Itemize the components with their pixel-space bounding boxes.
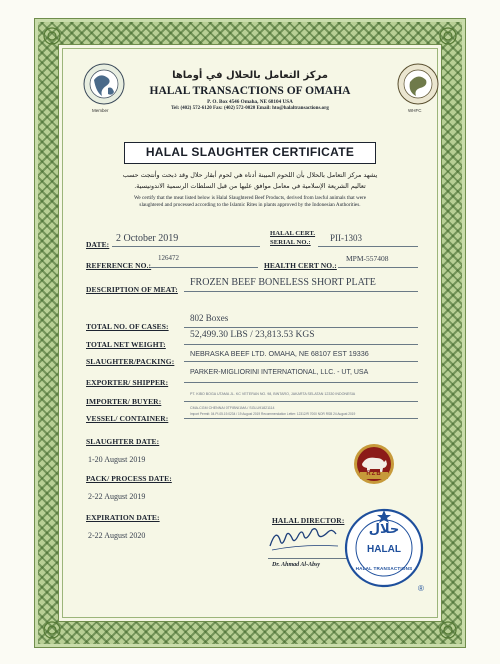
org-address: P. O. Box 4546 Omaha, NE 68104 USA bbox=[207, 99, 293, 105]
seal-halal-word: HALAL bbox=[367, 544, 401, 555]
org-name: HALAL TRANSACTIONS OF OMAHA bbox=[149, 85, 351, 97]
vessel-value-line-1: CMA-CGM CHENNAI 0TFIBNI1MA / SGLU91821114 bbox=[190, 406, 275, 410]
vessel-label: VESSEL/ CONTAINER: bbox=[86, 414, 169, 423]
org-contact: Tel: (402) 572-6120 Fax: (402) 572-0020 Email: hto@halaltransactions.org bbox=[171, 106, 329, 111]
right-seal-caption: WHFC bbox=[408, 108, 422, 113]
slaughter-packing-label: SLAUGHTER/PACKING: bbox=[86, 357, 175, 366]
reference-label: REFERENCE NO.: bbox=[86, 261, 152, 270]
halal-cert-label: HALAL CERT. bbox=[270, 230, 316, 237]
importer-label: IMPORTER/ BUYER: bbox=[86, 397, 162, 406]
globe-seal-right-icon bbox=[396, 62, 440, 106]
rzb-seal-text: RZB bbox=[366, 471, 382, 477]
vessel-value-line-2: Import Permit: 04.PI-05.19.0234 / 19 August 2019 Recommendation Letter: 12312/R 7000 NOR RSB 24 August 2019 bbox=[190, 412, 356, 416]
slaughter-date-label: SLAUGHTER DATE: bbox=[86, 437, 160, 446]
health-cert-label: HEALTH CERT NO.: bbox=[264, 261, 337, 270]
cases-label: TOTAL NO. OF CASES: bbox=[86, 322, 169, 331]
expiration-date-label: EXPIRATION DATE: bbox=[86, 513, 160, 522]
arabic-statement-line-2: تعاليم الشريعة الإسلامية في معامل موافق عليها من قبل السلطات الرسمية الاندونيسية. bbox=[134, 182, 366, 190]
slaughter-packing-value: NEBRASKA BEEF LTD. OMAHA, NE 68107 EST 19336 bbox=[190, 349, 369, 358]
director-label: HALAL DIRECTOR: bbox=[272, 516, 345, 525]
certificate-title: HALAL SLAUGHTER CERTIFICATE bbox=[145, 145, 355, 159]
expiration-date-value: 2-22 August 2020 bbox=[88, 531, 146, 540]
importer-value: PT. KIBO BOGA UTAMA JL. KC VETERAN NO. 98, BINTARO, JAKARTA SELATAN 12330 INDONESIA bbox=[190, 392, 356, 396]
exporter-value: PARKER-MIGLIORINI INTERNATIONAL, LLC. - UT, USA bbox=[190, 369, 369, 376]
left-seal-caption: Member bbox=[92, 108, 109, 113]
slaughter-date-value: 1-20 August 2019 bbox=[88, 455, 146, 464]
weight-value: 52,499.30 LBS / 23,813.53 KGS bbox=[190, 330, 315, 340]
serial-no-label: SERIAL NO.: bbox=[270, 239, 311, 246]
globe-seal-left-icon bbox=[82, 62, 126, 106]
reference-value: 126472 bbox=[158, 254, 179, 262]
date-value: 2 October 2019 bbox=[116, 233, 179, 244]
description-value: FROZEN BEEF BONELESS SHORT PLATE bbox=[190, 277, 376, 288]
pack-date-label: PACK/ PROCESS DATE: bbox=[86, 474, 172, 483]
rzb-seal-icon bbox=[352, 442, 396, 486]
date-label: DATE: bbox=[86, 240, 110, 249]
director-signature bbox=[266, 524, 346, 556]
registered-mark: ® bbox=[418, 584, 424, 593]
arabic-statement-line-1: يشهد مركز التعامل بالحلال بأن اللحوم المبينة أدناه هي لحوم أبقار حلال وقد ذبحت وأنتجت حسب bbox=[122, 171, 378, 179]
health-cert-value: MPM-557408 bbox=[346, 254, 389, 263]
seal-halal-arabic: حلال bbox=[368, 522, 400, 537]
seal-ring-text: HALAL TRANSACTIONS bbox=[355, 566, 413, 571]
director-name: Dr. Ahmad Al-Absy bbox=[272, 562, 321, 568]
english-statement-line-1: We certify that the meat listed below is Halal Slaughtered Beef Products, derived from lawful animals that were bbox=[133, 195, 367, 201]
cases-value: 802 Boxes bbox=[190, 313, 229, 323]
header-arabic-title: مركز التعامل بالحلال في أوماها bbox=[172, 70, 328, 81]
description-label: DESCRIPTION OF MEAT: bbox=[86, 285, 178, 294]
weight-label: TOTAL NET WEIGHT: bbox=[86, 340, 166, 349]
halal-cert-value: PII-1303 bbox=[330, 233, 362, 243]
english-statement-line-2: slaughtered and processed according to the Islamic Rites in plants approved by the Indonesian Authorities. bbox=[139, 202, 361, 208]
pack-date-value: 2-22 August 2019 bbox=[88, 492, 146, 501]
exporter-label: EXPORTER/ SHIPPER: bbox=[86, 378, 169, 387]
